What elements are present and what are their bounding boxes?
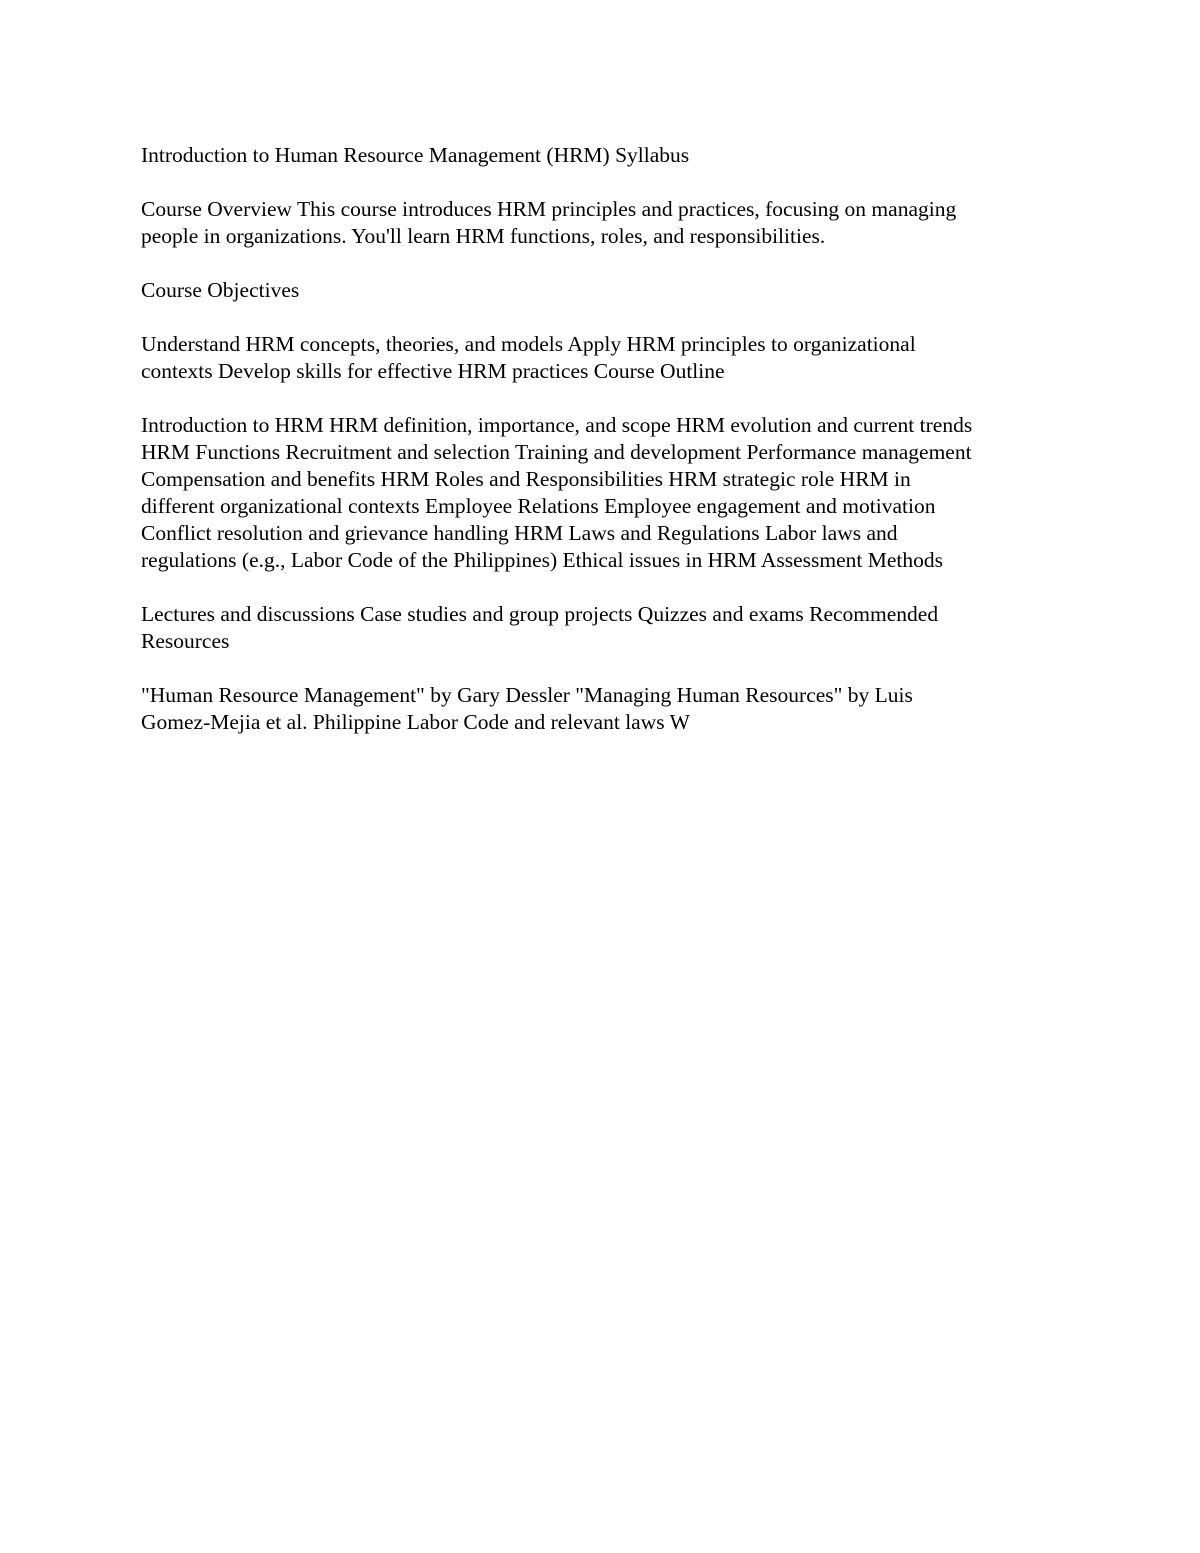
course-objectives-heading: Course Objectives (141, 278, 300, 302)
course-overview-paragraph: Course Overview This course introduces HRM principles and practices, focusing on managing people in organizations. You'll learn HRM functions, roles, and responsibilities. (141, 197, 957, 248)
recommended-resources-paragraph: "Human Resource Management" by Gary Dessler "Managing Human Resources" by Luis Gomez-Mejia et al. Philippine Labor Code and relevant laws W (141, 683, 913, 734)
document-body (141, 142, 1071, 763)
course-objectives-paragraph: Understand HRM concepts, theories, and models Apply HRM principles to organizational contexts Develop skills for effective HRM practices Course Outline (141, 332, 916, 383)
document-title: Introduction to Human Resource Management (HRM) Syllabus (141, 143, 690, 167)
assessment-methods-paragraph: Lectures and discussions Case studies and group projects Quizzes and exams Recommended Resources (141, 602, 939, 653)
course-outline-paragraph: Introduction to HRM HRM definition, importance, and scope HRM evolution and current trends HRM Functions Recruitment and selection Training and development Performance management Compensation and benefits HRM Roles and Responsibilities HRM strategic role HRM in different organizational contexts Employee Relations Employee engagement and motivation Conflict resolution and grievance handling HRM Laws and Regulations Labor laws and regulations (e.g., Labor Code of the Philippines) Ethical issues in HRM Assessment Methods (141, 413, 973, 572)
